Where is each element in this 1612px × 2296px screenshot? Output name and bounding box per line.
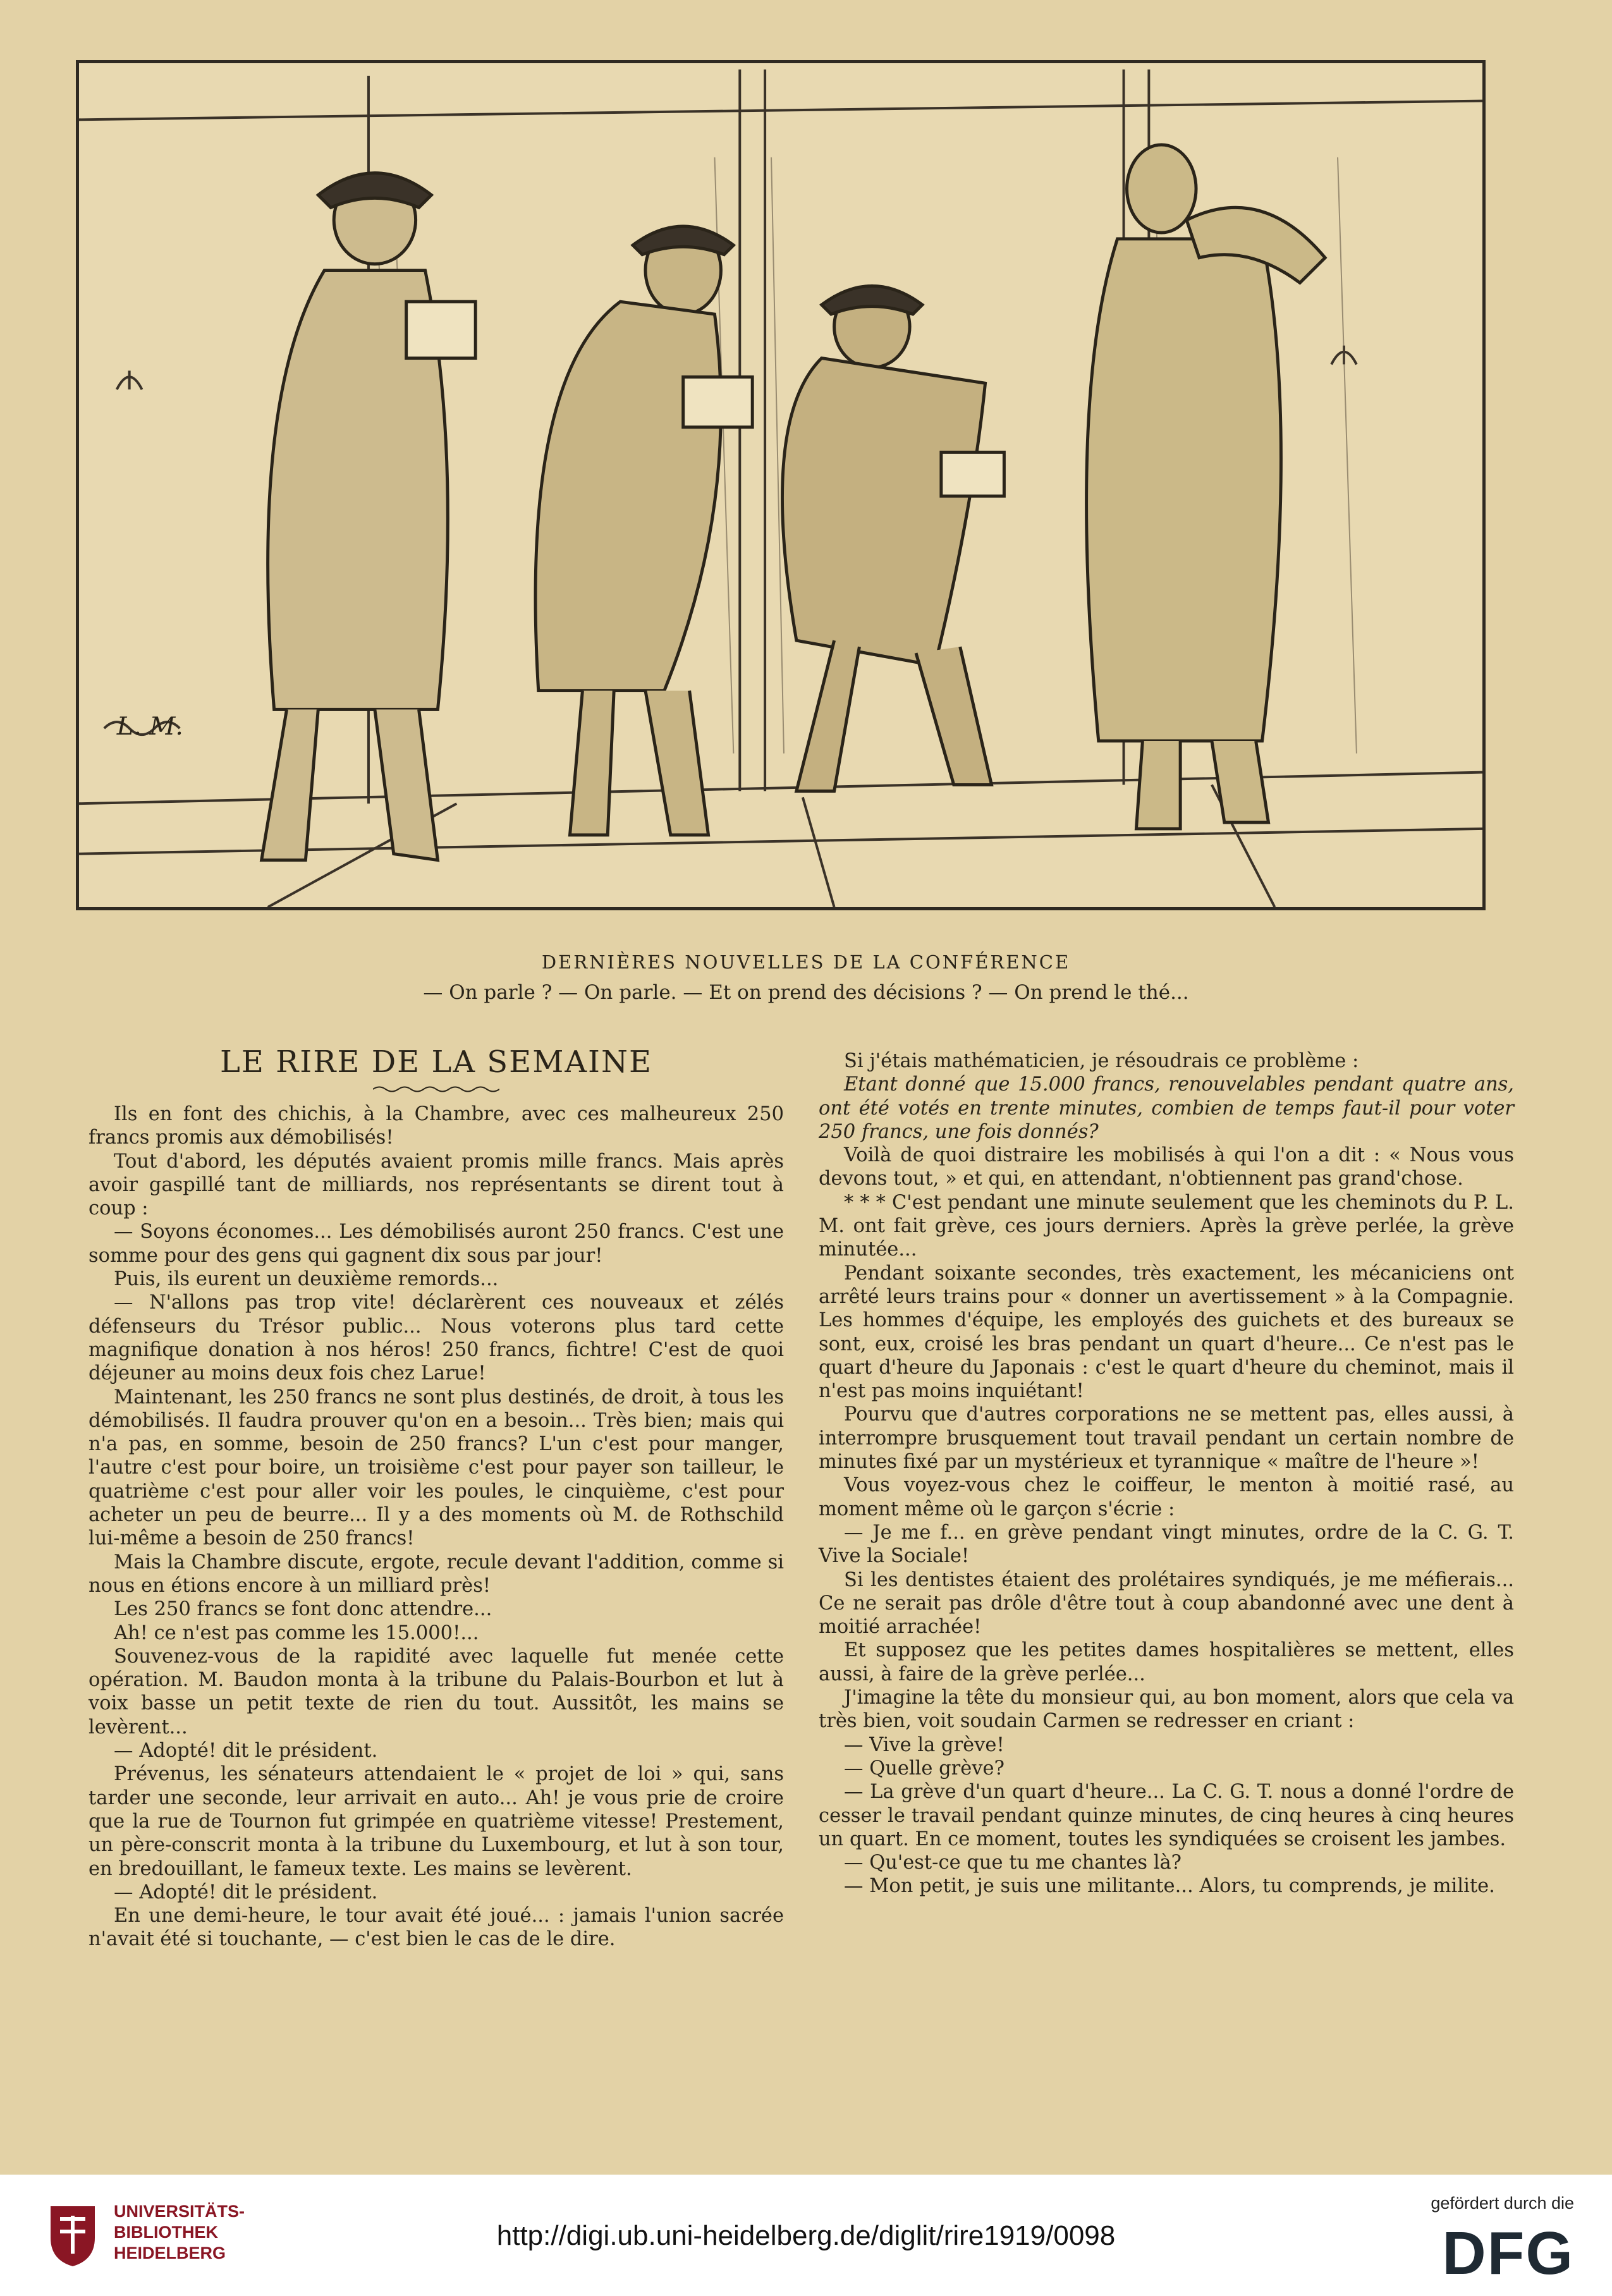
paragraph: — La grève d'un quart d'heure... La C. G. T. nous a donné l'ordre de cesser le travail pendant quinze minutes, de cinq heures à cinq heures un quart. En ce moment, toutes les syndiquées se croisent les jambes. [819,1781,1514,1850]
problem-statement: Etant donné que 15.000 francs, renouvelables pendant quatre ans, ont été votés en trente minutes, combien de temps faut-il pour voter 250 francs, une fois donnés? [819,1073,1514,1143]
digitization-footer [0,2175,1612,2296]
paragraph: Prévenus, les sénateurs attendaient le « projet de loi » qui, sans tarder une seconde, leur arrivait en auto... Ah! je vous prie de croire que la rue de Tournon fut grimpée en quatrième vitesse! Prestement, un père-conscrit monta à la tribune du Luxembourg, et lut à son tour, en bredouillant, le fameux texte. Les mains se levèrent. [89,1763,784,1880]
paragraph: Voilà de quoi distraire les mobilisés à qui l'on a dit : « Nous vous devons tout, » et qui, en attendant, n'obtiennent pas grand'chose. [819,1144,1514,1190]
paragraph [819,1191,1514,1262]
paragraph: Puis, ils eurent un deuxième remords... [114,1268,499,1291]
paragraph: Souvenez-vous de la rapidité avec laquelle fut menée cette opération. M. Baudon monta à la tribune du Palais-Bourbon et lut à voix basse un petit texte de rien du tout. Aussitôt, les mains se levèrent... [89,1645,784,1738]
paragraph: — Je me f... en grève pendant vingt minutes, ordre de la C. G. T. Vive la Sociale! [819,1521,1514,1568]
paragraph: Tout d'abord, les députés avaient promis mille francs. Mais après avoir gaspillé tant de milliards, nos représentants se dirent tout à coup : [89,1150,784,1220]
cartoon-illustration [76,60,1486,910]
paragraph: — Soyons économes... Les démobilisés auront 250 francs. C'est une somme pour des gens qui gagnent dix sous par jour! [89,1221,784,1267]
paragraph-text: C'est pendant une minute seulement que les cheminots du P. L. M. ont fait grève, ces jours derniers. Après la grève perlée, la grève minutée... [819,1191,1514,1261]
paragraph: — Qu'est-ce que tu me chantes là? [844,1852,1182,1874]
funded-by-label: gefördert durch die [1431,2194,1574,2213]
paragraph: Pendant soixante secondes, très exactement, les mécaniciens ont arrêté leurs trains pour « donner un avertissement » à la Compagnie. Les hommes d'équipe, les employés des guichets et des bureaux se sont, eux, croisé les bras pendant un quart d'heure... Ce n'est pas le quart d'heure du Japonais : c'est le quart d'heure du cheminot, mais il n'est pas moins inquiétant! [819,1262,1514,1403]
paragraph: — Vive la grève! [844,1733,1004,1756]
paragraph: Maintenant, les 250 francs ne sont plus destinés, de droit, à tous les démobilisés. Il faudra prouver qu'on en a besoin... Très bien; mais qui n'a pas, en somme, besoin de 250 francs? L'un c'est pour manger, l'autre c'est pour boire, un troisième c'est pour payer son tailleur, le quatrième c'est pour aller voir les poules, le cinquième, c'est pour acheter un peu de beurre... Il y a des moments où M. de Rothschild lui-même a besoin de 250 francs! [89,1386,784,1550]
paragraph: J'imagine la tête du monsieur qui, au bon moment, alors que cela va très bien, voit soudain Carmen se redresser en criant : [819,1687,1514,1733]
paragraph: Ah! ce n'est pas comme les 15.000!... [114,1621,479,1644]
svg-text:L. M.: L. M. [116,712,183,742]
source-url[interactable]: http://digi.ub.uni-heidelberg.de/diglit/rire1919/0098 [496,2220,1116,2251]
library-name: UNIVERSITÄTS- BIBLIOTHEK HEIDELBERG [114,2202,245,2262]
paragraph: Si les dentistes étaient des prolétaires syndiqués, je me méfierais... Ce ne serait pas drôle d'être tout à coup abandonné avec une dent à moitié arrachée! [819,1568,1514,1639]
article-left-column [89,1043,784,1951]
caption-title: DERNIÈRES NOUVELLES DE LA CONFÉRENCE [541,951,1071,973]
dfg-logo: DFG [1442,2220,1574,2287]
section-stars: * * * [844,1191,886,1214]
cartoon-drawing [79,63,1482,907]
paragraph: — Adopté! dit le président. [114,1881,378,1903]
paragraph: Et supposez que les petites dames hospitalières se mettent, elles aussi, à faire de la grève perlée... [819,1639,1514,1685]
article-right-column [819,1049,1514,1898]
paragraph: Ils en font des chichis, à la Chambre, avec ces malheureux 250 francs promis aux démobilisés! [89,1103,784,1149]
article-heading: LE RIRE DE LA SEMAINE [219,1044,653,1080]
paragraph: Vous voyez-vous chez le coiffeur, le menton à moitié rasé, au moment même où le garçon s'écrie : [819,1474,1514,1520]
heading-ornament [373,1085,499,1094]
paragraph: Pourvu que d'autres corporations ne se mettent pas, elles aussi, à interrompre brusquement tout travail pendant un certain nombre de minutes fixé par un mystérieux et tyrannique « maître de l'heure »! [819,1403,1514,1474]
paragraph: Les 250 francs se font donc attendre... [114,1598,492,1621]
paragraph: — Quelle grève? [844,1757,1004,1780]
paragraph: — N'allons pas trop vite! déclarèrent ces nouveaux et zélés défenseurs du Trésor public... Nous voterons plus tard cette magnifique donation à nos héros! 250 francs, fichtre! C'est de quoi déjeuner au moins deux fois chez Larue! [89,1292,784,1385]
paragraph: Si j'étais mathématicien, je résoudrais ce problème : [844,1050,1359,1072]
caption-dialogue: — On parle ? — On parle. — Et on prend des décisions ? — On prend le thé... [423,981,1189,1004]
paragraph: — Adopté! dit le président. [114,1740,378,1762]
paragraph: En une demi-heure, le tour avait été joué... : jamais l'union sacrée n'avait été si touchante, — c'est bien le cas de le dire. [89,1905,784,1951]
paragraph: Mais la Chambre discute, ergote, recule devant l'addition, comme si nous en étions encore à un milliard près! [89,1551,784,1597]
paragraph: — Mon petit, je suis une militante... Alors, tu comprends, je milite. [844,1875,1495,1898]
